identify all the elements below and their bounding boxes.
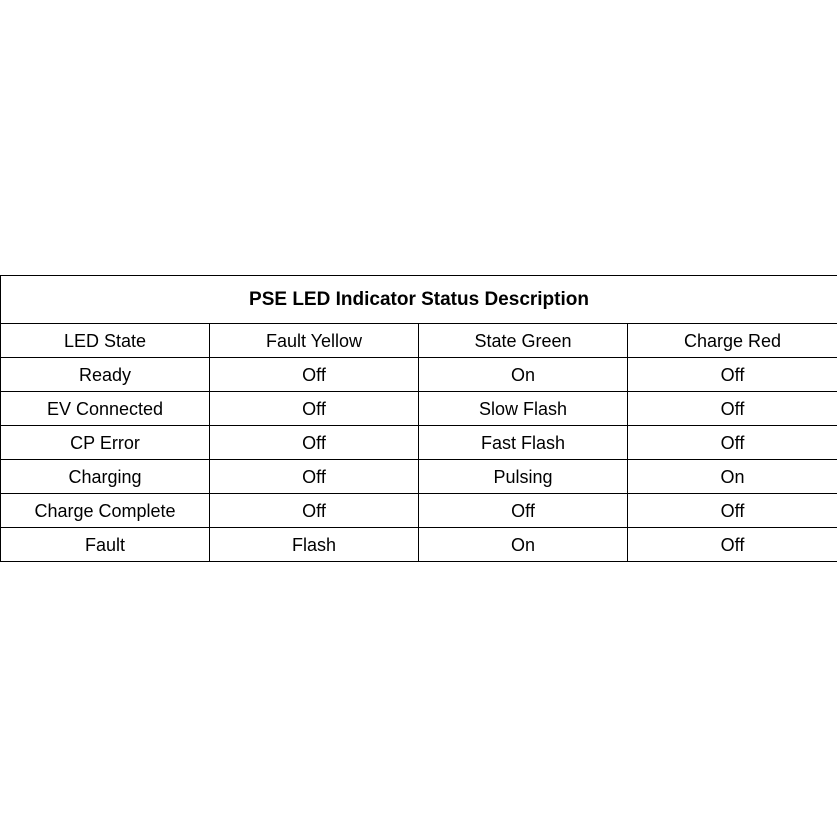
table-cell: Off [419, 494, 628, 528]
table-cell: Fault [1, 528, 210, 562]
table-row [1, 494, 837, 528]
table-cell: Off [210, 358, 419, 392]
table-cell: Off [210, 460, 419, 494]
table-cell: On [419, 528, 628, 562]
table-cell: EV Connected [1, 392, 210, 426]
table-title-row [1, 276, 837, 324]
table-cell: Pulsing [419, 460, 628, 494]
table-title: PSE LED Indicator Status Description [1, 276, 837, 324]
table-row [1, 358, 837, 392]
table-row [1, 392, 837, 426]
column-header-led-state: LED State [1, 324, 210, 358]
table-cell: CP Error [1, 426, 210, 460]
table-cell: Charge Complete [1, 494, 210, 528]
table-cell: Fast Flash [419, 426, 628, 460]
table-row [1, 460, 837, 494]
table-header-row [1, 324, 837, 358]
table-cell: Off [628, 494, 837, 528]
table-cell: Off [628, 528, 837, 562]
table-cell: Ready [1, 358, 210, 392]
table-cell: Off [628, 426, 837, 460]
table-cell: Flash [210, 528, 419, 562]
table-cell: On [419, 358, 628, 392]
led-status-table-container [0, 275, 837, 562]
table-cell: On [628, 460, 837, 494]
column-header-charge-red: Charge Red [628, 324, 837, 358]
column-header-state-green: State Green [419, 324, 628, 358]
table-cell: Off [210, 392, 419, 426]
table-cell: Off [210, 494, 419, 528]
column-header-fault-yellow: Fault Yellow [210, 324, 419, 358]
table-cell: Slow Flash [419, 392, 628, 426]
table-cell: Off [628, 358, 837, 392]
table-cell: Off [628, 392, 837, 426]
table-cell: Off [210, 426, 419, 460]
table-row [1, 426, 837, 460]
table-cell: Charging [1, 460, 210, 494]
table-row [1, 528, 837, 562]
led-status-table [0, 275, 837, 562]
